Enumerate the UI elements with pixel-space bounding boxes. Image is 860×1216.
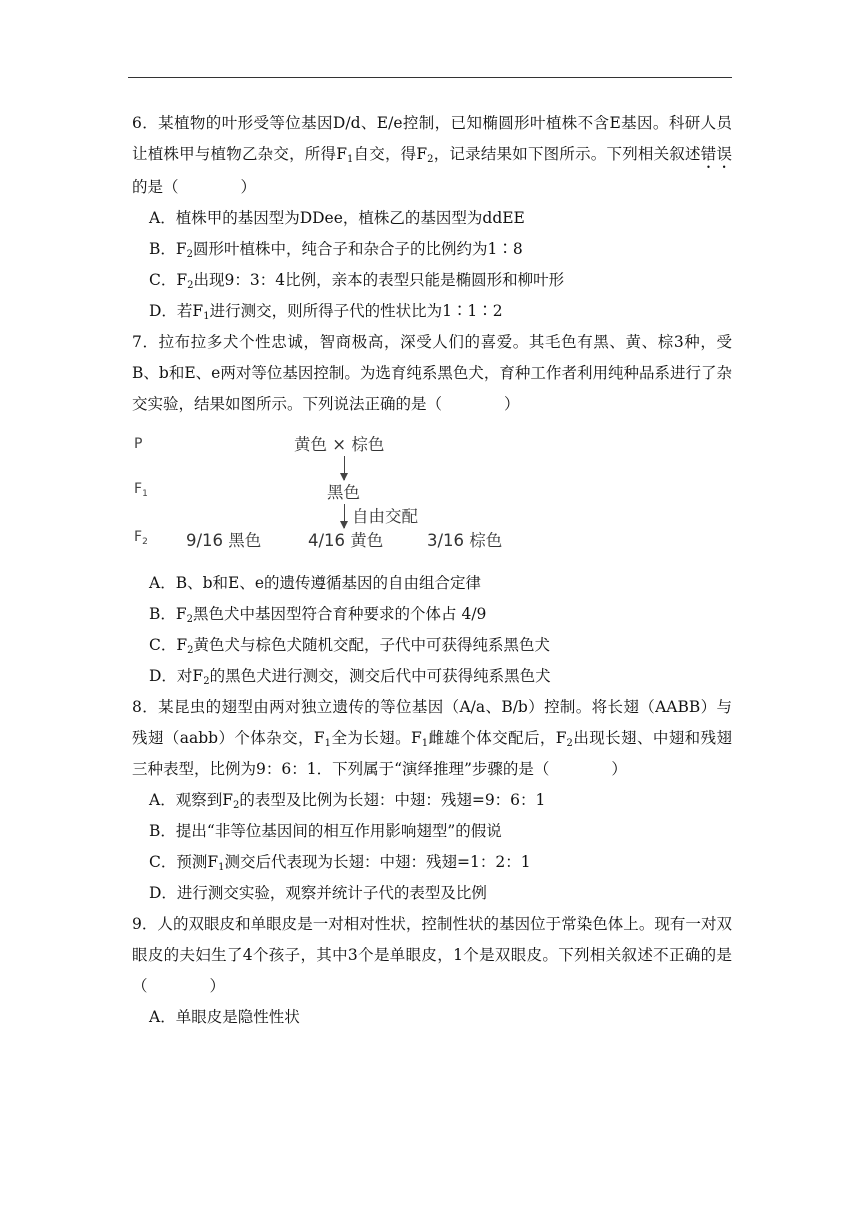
- question-6-option-a[interactable]: A．植株甲的基因型为DDee，植株乙的基因型为ddEE: [149, 209, 525, 227]
- f1-phenotype: 黑色: [327, 483, 360, 502]
- question-7-option-b[interactable]: B．$F_2$黑色犬中基因型符合育种要求的个体占 4/9: [149, 605, 487, 625]
- question-6-stem: 6．某植物的叶形受等位基因D/d、E/e控制，已知椭圆形叶植株不含E基因。科研人员让植株甲与植物乙杂交，所得$F_1$自交，得$F_2$，记录结果如下图所示。下列相关叙述错误的是（ ）: [132, 114, 732, 196]
- question-6-option-b[interactable]: B．$F_2$圆形叶植株中，纯合子和杂合子的比例约为1∶8: [149, 240, 523, 260]
- header-rule: [128, 77, 732, 78]
- question-8-option-a[interactable]: A．观察到$F_2$的表型及比例为长翅：中翅：残翅=9：6：1: [149, 791, 546, 811]
- question-7-option-a[interactable]: A．B、b和E、e的遗传遵循基因的自由组合定律: [149, 574, 481, 592]
- question-7-option-c[interactable]: C．$F_2$黄色犬与棕色犬随机交配，子代中可获得纯系黑色犬: [149, 636, 551, 656]
- down-arrow-icon: [344, 504, 345, 528]
- question-8-option-d[interactable]: D．进行测交实验，观察并统计子代的表型及比例: [149, 884, 487, 902]
- question-8-option-c[interactable]: C．预测$F_1$测交后代表现为长翅：中翅：残翅=1：2：1: [149, 853, 531, 873]
- question-8-option-b[interactable]: B．提出“非等位基因间的相互作用影响翅型”的假说: [149, 822, 502, 840]
- question-7-option-d[interactable]: D．对$F_2$的黑色犬进行测交，测交后代中可获得纯系黑色犬: [149, 667, 551, 687]
- question-7-stem: 7．拉布拉多犬个性忠诚，智商极高，深受人们的喜爱。其毛色有黑、黄、棕3种，受B、b和E、e两对等位基因控制。为选育纯系黑色犬，育种工作者利用纯种品系进行了杂交实验，结果如图所示。下列说法正确的是（ ）: [132, 333, 732, 413]
- emphasis-mark: 错误: [700, 145, 732, 163]
- question-8-stem: 8．某昆虫的翅型由两对独立遗传的等位基因（A/a、B/b）控制。将长翅（AABB）与残翅（aabb）个体杂交，$F_1$全为长翅。$F_1$雌雄个体交配后，$F_2$出现长翅、中翅和残翅三种表型，比例为9：6：1．下列属于“演绎推理”步骤的是（ ）: [132, 698, 732, 778]
- question-9-option-a[interactable]: A．单眼皮是隐性性状: [149, 1008, 300, 1026]
- generation-f1-label: $F_1$: [134, 481, 148, 499]
- exam-page: [132, 108, 732, 1033]
- down-arrow-icon: [344, 456, 345, 480]
- question-6-option-c[interactable]: C．$F_2$出现9：3：4比例，亲本的表型只能是椭圆形和柳叶形: [149, 271, 565, 291]
- cross-type-label: 自由交配: [352, 507, 418, 526]
- f2-yellow-ratio: 4/16 黄色: [308, 531, 384, 550]
- parents-cross: 黄色 × 棕色: [294, 435, 385, 454]
- question-9-stem: 9．人的双眼皮和单眼皮是一对相对性状，控制性状的基因位于常染色体上。现有一对双眼皮的夫妇生了4个孩子，其中3个是单眼皮，1个是双眼皮。下列相关叙述不正确的是（ ）: [132, 915, 732, 995]
- question-6-option-d[interactable]: D．若$F_1$进行测交，则所得子代的性状比为1∶1∶2: [149, 302, 503, 322]
- generation-f2-label: $F_2$: [134, 529, 148, 547]
- f2-black-ratio: 9/16 黑色: [186, 531, 262, 550]
- generation-p-label: P: [134, 436, 143, 452]
- f2-brown-ratio: 3/16 棕色: [427, 531, 503, 550]
- cross-diagram: [132, 426, 732, 564]
